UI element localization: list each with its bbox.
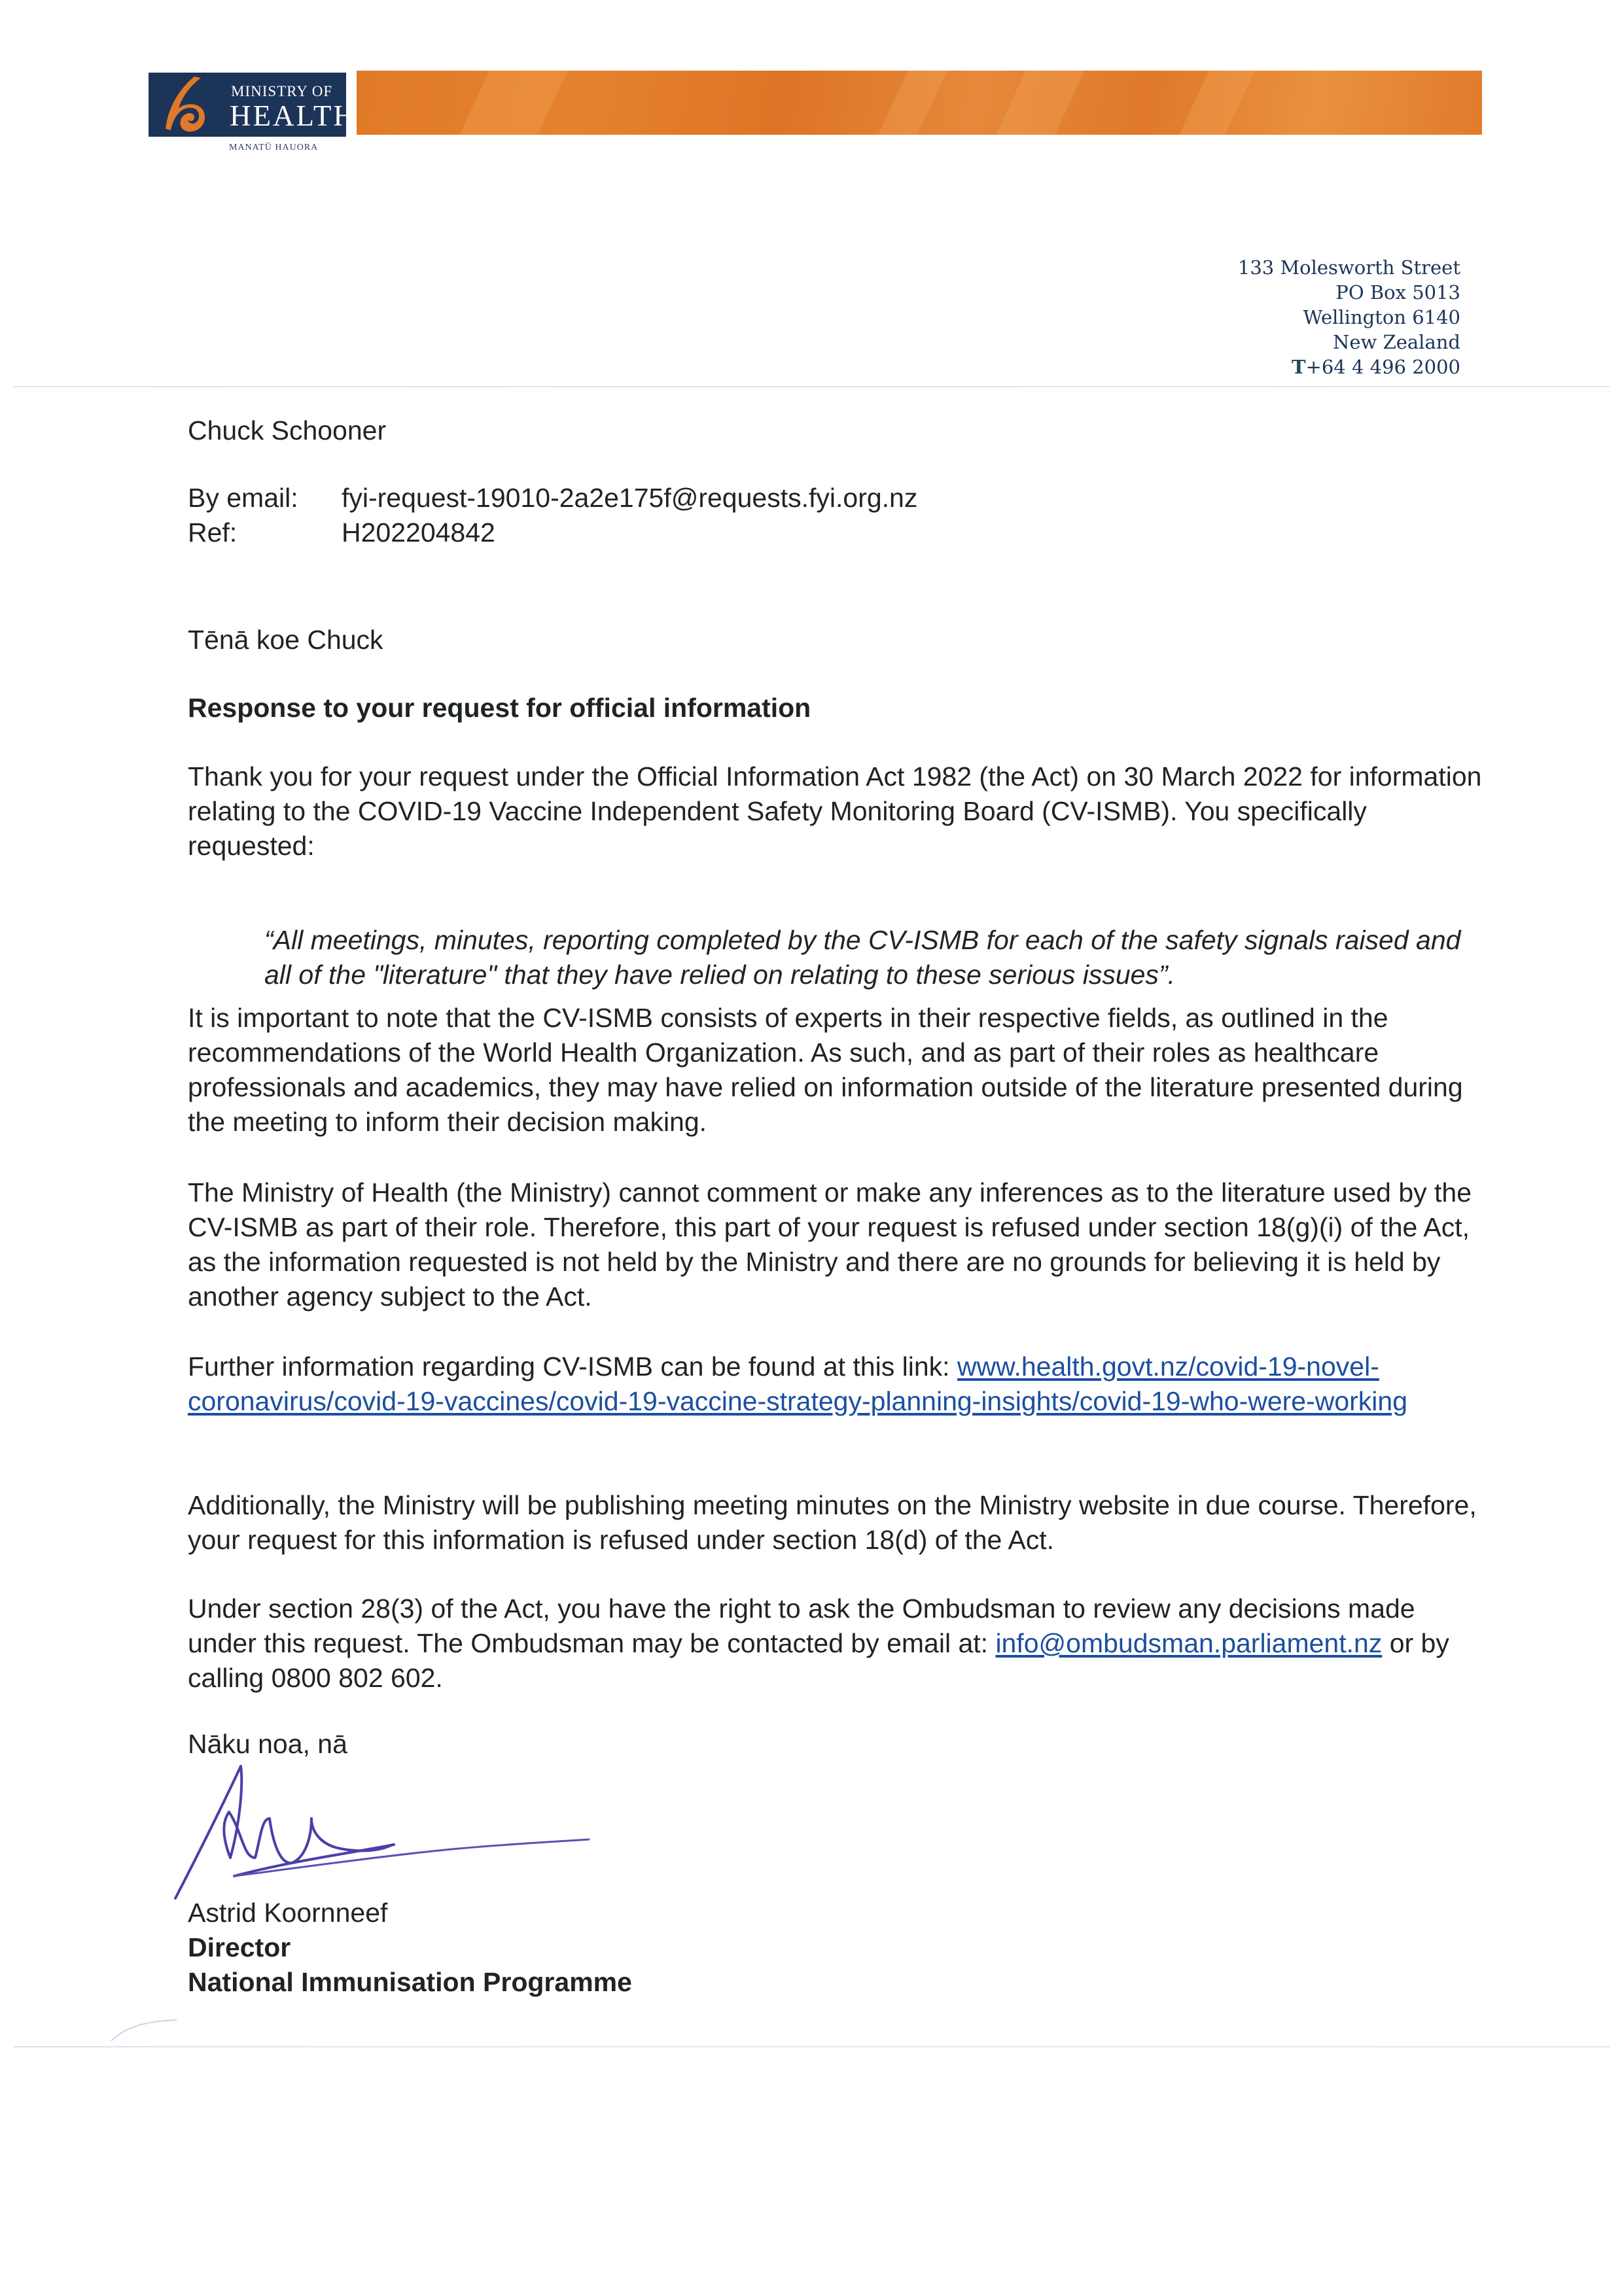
- paragraph-refusal-18gi: The Ministry of Health (the Ministry) cannot comment or make any inferences as to the literature used by the CV-ISMB as part of their role. Therefore, this part of your request is refused under section 18(g)(i) of the Act, as the information requested is not held by the Ministry and there are no grounds for believing it is held by another agency subject to the Act.: [188, 1177, 1472, 1312]
- logo-subtitle: MANATŪ HAUORA: [229, 143, 319, 152]
- paragraph-cv-ismb-experts: It is important to note that the CV-ISMB consists of experts in their respective fields, as outlined in the recommendations of the World Health Organization. As such, and as part of their roles as healthcare professionals and academics, they may have relied on information outside of the literature presented during the meeting to inform their decision making.: [188, 1003, 1463, 1137]
- logo-text-health: HEALTH: [230, 99, 357, 132]
- ombudsman-text: Under section 28(3) of the Act, you have the right to ask the Ombudsman to review any decisions made under this request. The Ombudsman may be contacted by email at:: [188, 1593, 1415, 1658]
- health-govt-link[interactable]: www.health.govt.nz/covid-19-novel-coronavirus/covid-19-vaccines/covid-19-vaccine-strategy-planning-insights/covid-19-who-were-working: [188, 1351, 1408, 1416]
- address-po-box: PO Box 5013: [1335, 281, 1460, 304]
- banner-swoosh: [459, 71, 568, 135]
- address-country: New Zealand: [1333, 331, 1460, 353]
- ombudsman-phone-text: or by calling 0800 802 602.: [188, 1628, 1449, 1693]
- signer-title: Director: [188, 1932, 291, 1962]
- banner-swoosh: [878, 71, 947, 135]
- footer-divider: [13, 2046, 1610, 2047]
- salutation: Tēnā koe Chuck: [188, 625, 383, 655]
- letterhead-banner: [357, 71, 1482, 135]
- recipient-name: Chuck Schooner: [188, 415, 387, 445]
- ref-label: Ref:: [188, 517, 238, 548]
- address-city: Wellington 6140: [1303, 306, 1460, 328]
- further-info-text: Further information regarding CV-ISMB can be found at this link:: [188, 1351, 957, 1382]
- logo-text-ministry-of: MINISTRY OF: [231, 83, 333, 99]
- ombudsman-email-link[interactable]: info@ombudsman.parliament.nz: [995, 1628, 1383, 1658]
- signer-department: National Immunisation Programme: [188, 1967, 632, 1997]
- scan-artifact: [92, 2002, 209, 2047]
- address-phone: [1238, 355, 1460, 379]
- address-street: 133 Molesworth Street: [1237, 256, 1460, 279]
- letter-subject: Response to your request for official information: [188, 693, 811, 723]
- quoted-request: “All meetings, minutes, reporting completed by the CV-ISMB for each of the safety signals raised and all of the "literature" that they have relied on relating to these serious issues”.: [264, 925, 1461, 990]
- handwritten-signature: [157, 1747, 628, 1917]
- signer-name: Astrid Koornneef: [188, 1898, 388, 1928]
- paragraph-further-info: [188, 1349, 1490, 1419]
- header-divider: [13, 386, 1610, 387]
- email-label: By email:: [188, 483, 298, 513]
- banner-swoosh: [1179, 71, 1255, 135]
- sender-address: [1238, 255, 1460, 379]
- email-value: fyi-request-19010-2a2e175f@requests.fyi.org.nz: [342, 483, 918, 513]
- ministry-logo: [149, 73, 357, 137]
- letter-meta: [188, 481, 917, 550]
- paragraph-request: Thank you for your request under the Official Information Act 1982 (the Act) on 30 March 2022 for information relating to the COVID-19 Vaccine Independent Safety Monitoring Board (CV-ISMB). You specifically requested:: [188, 761, 1482, 861]
- paragraph-refusal-18d: Additionally, the Ministry will be publishing meeting minutes on the Ministry website in due course. Therefore, your request for this information is refused under section 18(d) of the Act.: [188, 1490, 1477, 1555]
- phone-label: T: [1291, 356, 1306, 378]
- ref-value: H202204842: [342, 517, 495, 548]
- paragraph-ombudsman: [188, 1592, 1490, 1696]
- koru-icon: [154, 75, 213, 134]
- phone-number: +64 4 496 2000: [1305, 356, 1460, 378]
- banner-swoosh: [996, 71, 1085, 135]
- sign-off: Nāku noa, nā: [188, 1729, 347, 1759]
